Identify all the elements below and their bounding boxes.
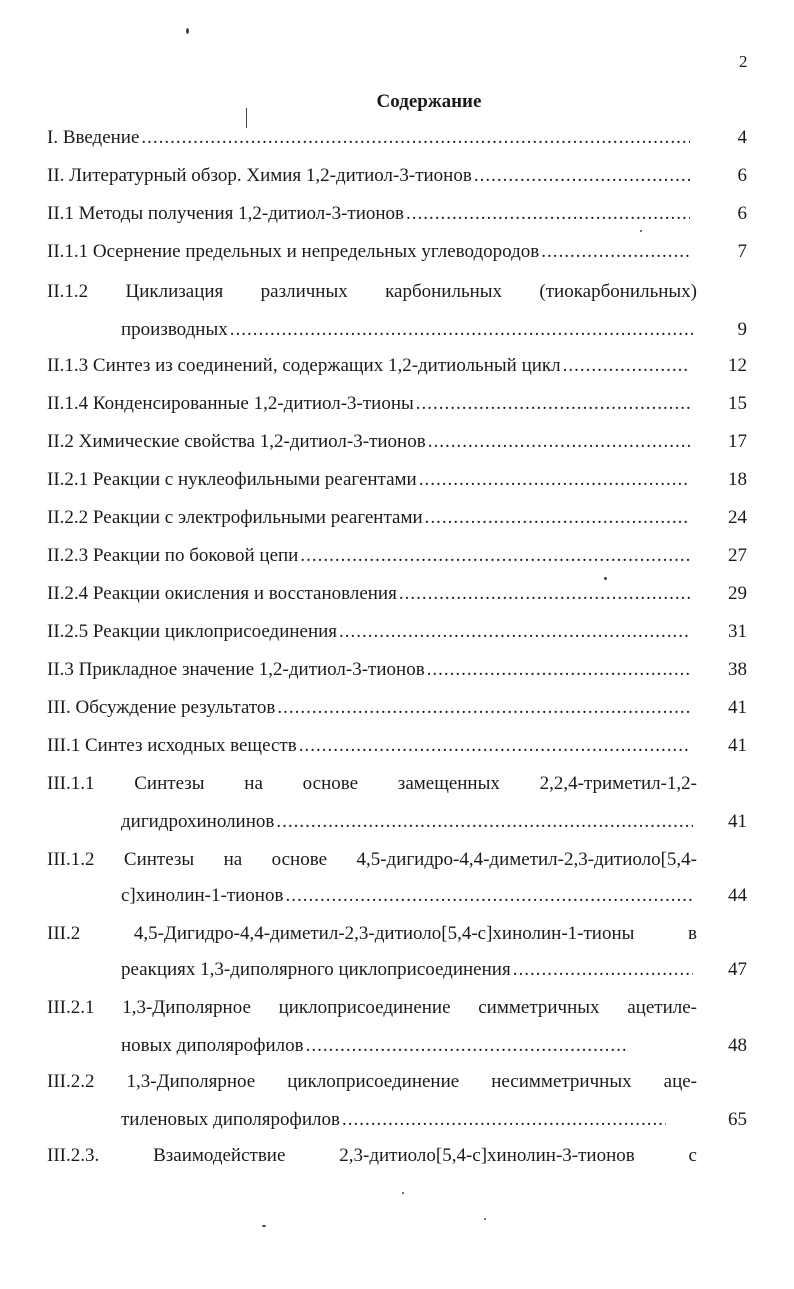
leader-dots	[474, 165, 690, 187]
scan-speck	[262, 1225, 266, 1227]
toc-entry-continuation: дигидрохинолинов .....	[121, 811, 693, 835]
scan-speck	[246, 108, 247, 128]
leader-dots	[406, 203, 690, 225]
toc-entry-text: II.2.5 Реакции циклоприсоединения .....	[47, 621, 690, 645]
toc-entry-continuation: производных .....	[121, 319, 693, 343]
toc-entry-text: II.3 Прикладное значение 1,2-дитиол-3-тионов .....	[47, 659, 690, 683]
toc-entry-text: III.2.3. Взаимодействие 2,3-дитиоло[5,4-с]хинолин-3-тионов с	[47, 1145, 697, 1166]
scan-speck	[640, 230, 642, 232]
toc-entry-text: II.2.3 Реакции по боковой цепи .....	[47, 545, 690, 569]
toc-entry-continuation: тиленовых диполярофилов .....	[121, 1109, 666, 1133]
leader-dots	[416, 393, 690, 415]
toc-entry-text: II. Литературный обзор. Химия 1,2-дитиол-3-тионов .....	[47, 165, 690, 189]
toc-page-number: 48	[728, 1035, 747, 1056]
leader-dots	[285, 885, 693, 907]
toc-entry-text: III.1.1 Синтезы на основе замещенных 2,2,4-триметил-1,2-	[47, 773, 697, 794]
scan-speck	[604, 577, 607, 580]
toc-entry-text: II.2.4 Реакции окисления и восстановления .....	[47, 583, 690, 607]
toc-entry-text: III.1.2 Синтезы на основе 4,5-дигидро-4,4-диметил-2,3-дитиоло[5,4-	[47, 849, 697, 870]
toc-page-number: 9	[737, 319, 747, 340]
toc-page-number: 41	[728, 735, 747, 756]
toc-page-number: 12	[728, 355, 747, 376]
toc-entry-continuation: новых диполярофилов .....	[121, 1035, 626, 1059]
leader-dots	[428, 431, 690, 453]
toc-page-number: 65	[728, 1109, 747, 1130]
leader-dots	[230, 319, 693, 341]
toc-entry-continuation: реакциях 1,3-диполярного циклоприсоединения .....	[121, 959, 693, 983]
toc-entry-text: II.1 Методы получения 1,2-дитиол-3-тионов .....	[47, 203, 690, 227]
leader-dots	[399, 583, 690, 605]
leader-dots	[299, 735, 690, 757]
leader-dots	[513, 959, 693, 981]
toc-page-number: 41	[728, 697, 747, 718]
toc-entry-text: II.1.1 Осернение предельных и непредельных углеводородов .....	[47, 241, 690, 265]
toc-entry-text: I. Введение .....	[47, 127, 690, 151]
leader-dots	[563, 355, 690, 377]
leader-dots	[300, 545, 690, 567]
toc-page-number: 15	[728, 393, 747, 414]
toc-page-number: 6	[737, 165, 747, 186]
leader-dots	[277, 697, 690, 719]
scan-speck	[402, 1192, 404, 1194]
toc-entry-text: II.1.3 Синтез из соединений, содержащих 1,2-дитиольный цикл .....	[47, 355, 690, 379]
leader-dots	[425, 507, 690, 529]
page-number: 2	[739, 52, 748, 71]
toc-entry-text: II.1.4 Конденсированные 1,2-дитиол-3-тионы .....	[47, 393, 690, 417]
leader-dots	[276, 811, 693, 833]
toc-page-number: 38	[728, 659, 747, 680]
leader-dots	[427, 659, 690, 681]
toc-page-number: 18	[728, 469, 747, 490]
toc-page-number: 4	[737, 127, 747, 148]
leader-dots	[342, 1109, 666, 1131]
page-title: Содержание	[376, 91, 482, 112]
toc-entry-text: III.2.1 1,3-Диполярное циклоприсоединение симметричных ацетиле-	[47, 997, 697, 1018]
toc-entry-text: II.2.2 Реакции с электрофильными реагентами .....	[47, 507, 690, 531]
toc-page-number: 41	[728, 811, 747, 832]
toc-page-number: 6	[737, 203, 747, 224]
leader-dots	[339, 621, 690, 643]
toc-entry-text: II.1.2 Циклизация различных карбонильных (тиокарбонильных)	[47, 281, 697, 302]
toc-entry-text: II.2 Химические свойства 1,2-дитиол-3-тионов .....	[47, 431, 690, 455]
leader-dots	[419, 469, 690, 491]
scan-speck	[186, 28, 189, 34]
scan-speck	[484, 1218, 486, 1220]
toc-entry-text: III. Обсуждение результатов .....	[47, 697, 690, 721]
toc-page-number: 47	[728, 959, 747, 980]
leader-dots	[306, 1035, 626, 1057]
toc-page-number: 44	[728, 885, 747, 906]
toc-page-number: 7	[737, 241, 747, 262]
leader-dots	[541, 241, 690, 263]
toc-entry-text: III.2 4,5-Дигидро-4,4-диметил-2,3-дитиоло[5,4-с]хинолин-1-тионы в	[47, 923, 697, 944]
toc-page-number: 27	[728, 545, 747, 566]
toc-entry-text: III.1 Синтез исходных веществ .....	[47, 735, 690, 759]
toc-entry-text: II.2.1 Реакции с нуклеофильными реагентами .....	[47, 469, 690, 493]
toc-page-number: 24	[728, 507, 747, 528]
toc-entry-continuation: с]хинолин-1-тионов .....	[121, 885, 693, 909]
toc-page-number: 31	[728, 621, 747, 642]
toc-entry-text: III.2.2 1,3-Диполярное циклоприсоединение несимметричных аце-	[47, 1071, 697, 1092]
leader-dots	[141, 127, 690, 149]
toc-page-number: 29	[728, 583, 747, 604]
toc-page-number: 17	[728, 431, 747, 452]
